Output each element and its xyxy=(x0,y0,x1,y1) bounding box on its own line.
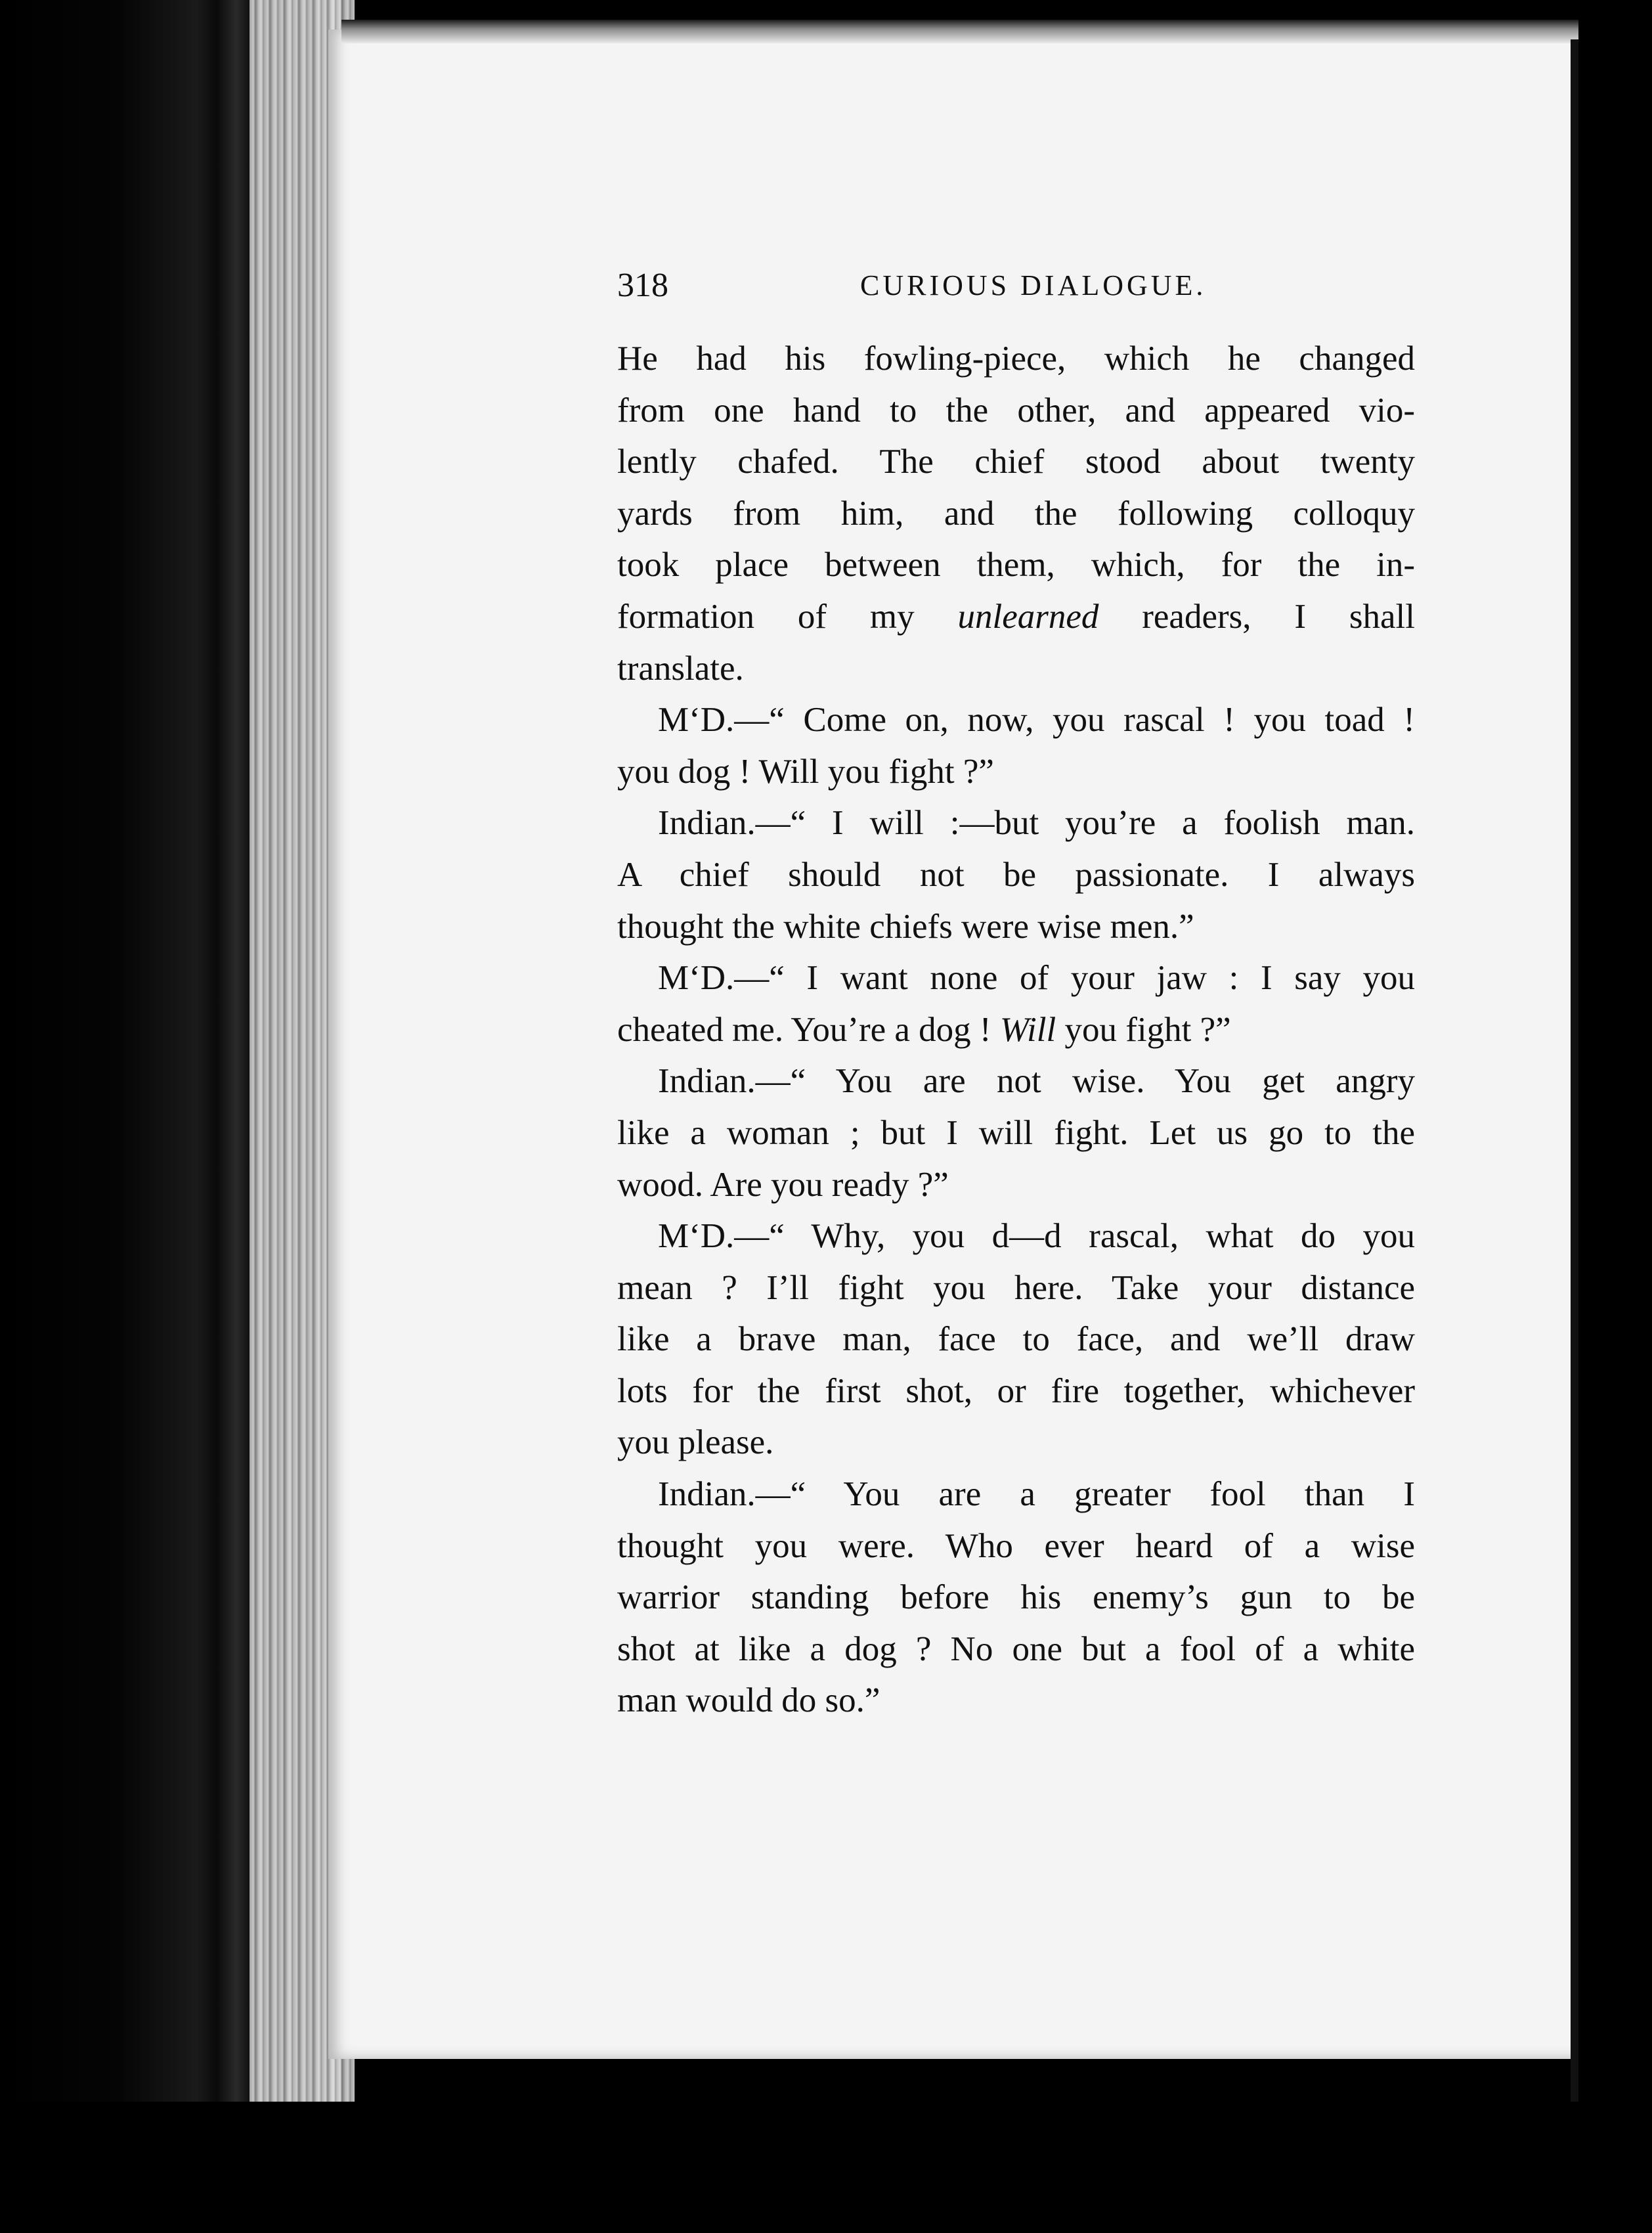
text-line: mean ? I’ll fight you here. Take your distance xyxy=(617,1268,1415,1307)
text-line: yards from him, and the following colloquy xyxy=(617,494,1415,533)
text-line: M‘D.—“ Why, you d—d rascal, what do you xyxy=(658,1217,1415,1256)
text-line: Indian.—“ You are not wise. You get angry xyxy=(658,1062,1415,1101)
bottom-background xyxy=(0,2102,1652,2233)
text-line: you please. xyxy=(617,1423,774,1462)
text-line: M‘D.—“ Come on, now, you rascal ! you toad ! xyxy=(658,701,1415,740)
page-text-block xyxy=(617,259,1418,1727)
page-right-edge xyxy=(1571,39,1578,2108)
text-line: wood. Are you ready ?” xyxy=(617,1165,949,1204)
text-line: lently chafed. The chief stood about twenty xyxy=(617,443,1415,481)
italic-word: unlearned xyxy=(957,597,1099,636)
text-line xyxy=(617,1004,1415,1056)
text-line: Indian.—“ You are a greater fool than I xyxy=(658,1475,1415,1514)
page-top-edge xyxy=(341,20,1609,43)
italic-word: Will xyxy=(999,1010,1056,1049)
text-line: like a woman ; but I will fight. Let us go to the xyxy=(617,1113,1415,1152)
text-segment: cheated me. You’re a dog ! xyxy=(617,1010,1000,1049)
text-line: man would do so.” xyxy=(617,1681,880,1720)
text-line: M‘D.—“ I want none of your jaw : I say you xyxy=(658,959,1415,998)
text-line xyxy=(617,591,1415,643)
text-line: lots for the first shot, or fire together, whichever xyxy=(617,1371,1415,1410)
text-line: you dog ! Will you fight ?” xyxy=(617,752,994,791)
page-header xyxy=(617,259,1418,312)
running-head: CURIOUS DIALOGUE. xyxy=(860,269,1207,301)
body-text xyxy=(617,333,1418,1727)
text-line: like a brave man, face to face, and we’ll draw xyxy=(617,1320,1415,1359)
text-line: thought the white chiefs were wise men.” xyxy=(617,907,1194,946)
page-number: 318 xyxy=(617,267,668,304)
right-background xyxy=(1578,0,1652,2233)
text-line: A chief should not be passionate. I always xyxy=(617,855,1415,894)
text-line: Indian.—“ I will :—but you’re a foolish man. xyxy=(658,804,1415,843)
text-line: shot at like a dog ? No one but a fool of a white xyxy=(617,1629,1415,1668)
text-line: thought you were. Who ever heard of a wise xyxy=(617,1526,1415,1565)
text-line: took place between them, which, for the in- xyxy=(617,546,1415,585)
text-segment: formation of my xyxy=(617,597,958,636)
text-segment: you fight ?” xyxy=(1056,1010,1231,1049)
text-line: from one hand to the other, and appeared vio- xyxy=(617,391,1415,430)
text-segment: readers, I shall xyxy=(1098,597,1415,636)
text-line: He had his fowling-piece, which he changed xyxy=(617,340,1415,378)
text-line: warrior standing before his enemy’s gun to be xyxy=(617,1578,1415,1617)
text-line: translate. xyxy=(617,649,744,688)
